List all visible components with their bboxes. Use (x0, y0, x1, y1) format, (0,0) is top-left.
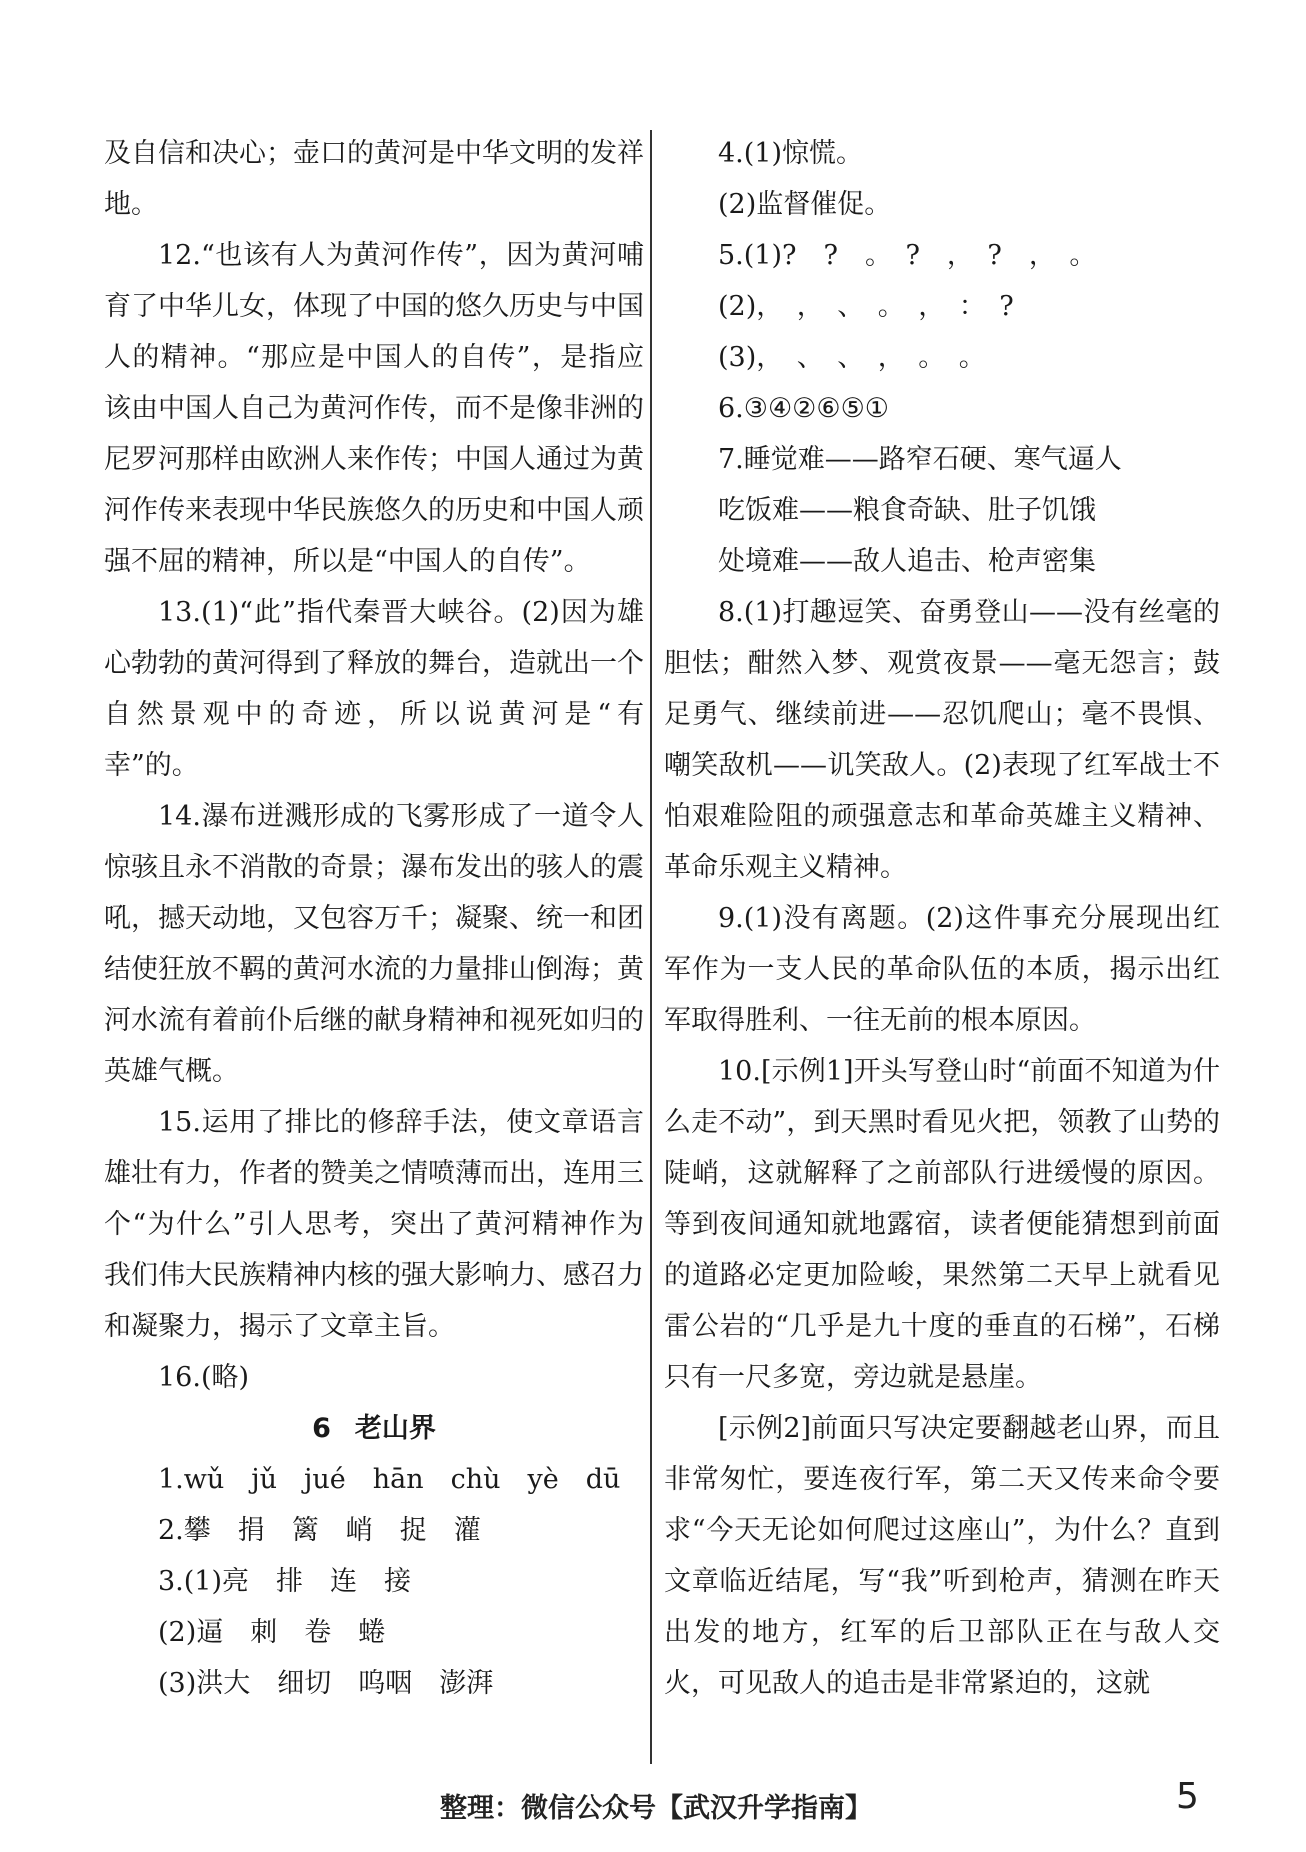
paragraph: 5.(1)? ? 。 ? ， ? ， 。 (718, 240, 1097, 271)
paragraph: (3)洪大 细切 呜咽 澎湃 (158, 1668, 494, 1699)
paragraph: 6.③④②⑥⑤① (718, 393, 889, 424)
paragraph: [示例2]前面只写决定要翻越老山界，而且非常匆忙，要连夜行军，第二天又传来命令要求“今天无论如何爬过这座山”，为什么？直到文章临近结尾，写“我”听到枪声，猜测在昨天出发的地方，红军的后卫部队正在与敌人交火，可见敌人的追击是非常紧迫的，这就 (664, 1413, 1220, 1699)
paragraph: 7.睡觉难——路窄石硬、寒气逼人 (718, 444, 1122, 475)
section-title: 老山界 (354, 1413, 436, 1444)
left-column (104, 128, 644, 1709)
paragraph: 9.(1)没有离题。(2)这件事充分展现出红军作为一支人民的革命队伍的本质，揭示出红军取得胜利、一往无前的根本原因。 (664, 903, 1220, 1036)
footer-text: 整理：微信公众号【武汉升学指南】 (440, 1793, 872, 1824)
paragraph: (2)， ， 、 。 ， ： ? (718, 291, 1014, 322)
section-heading (104, 1403, 644, 1454)
paragraph: 12.“也该有人为黄河作传”，因为黄河哺育了中华儿女，体现了中国的悠久历史与中国人的精神。“那应是中国人的自传”，是指应该由中国人自己为黄河作传，而不是像非洲的尼罗河那样由欧洲人来作传；中国人通过为黄河作传来表现中华民族悠久的历史和中国人顽强不屈的精神，所以是“中国人的自传”。 (104, 240, 644, 577)
page-number: 5 (1176, 1776, 1199, 1817)
paragraph: 吃饭难——粮食奇缺、肚子饥饿 (718, 495, 1096, 526)
paragraph: 3.(1)亮 排 连 接 (158, 1566, 412, 1597)
section-number: 6 (312, 1413, 331, 1444)
paragraph: 1.wǔ jǔ jué hān chù yè dū (158, 1464, 621, 1495)
paragraph: 2.攀 捐 篱 峭 捉 灌 (158, 1515, 481, 1546)
paragraph: 处境难——敌人追击、枪声密集 (718, 546, 1096, 577)
right-column (664, 128, 1220, 1709)
paragraph: 13.(1)“此”指代秦晋大峡谷。(2)因为雄心勃勃的黄河得到了释放的舞台，造就出一个自然景观中的奇迹，所以说黄河是“有幸”的。 (104, 597, 644, 781)
paragraph: 及自信和决心；壶口的黄河是中华文明的发祥地。 (104, 138, 644, 220)
paragraph: 16.(略) (158, 1362, 250, 1393)
paragraph: 8.(1)打趣逗笑、奋勇登山——没有丝毫的胆怯；酣然入梦、观赏夜景——毫无怨言；鼓足勇气、继续前进——忍饥爬山；毫不畏惧、嘲笑敌机——讥笑敌人。(2)表现了红军战士不怕艰难险阻的顽强意志和革命英雄主义精神、革命乐观主义精神。 (664, 597, 1220, 883)
paragraph: 10.[示例1]开头写登山时“前面不知道为什么走不动”，到天黑时看见火把，领教了山势的陡峭，这就解释了之前部队行进缓慢的原因。等到夜间通知就地露宿，读者便能猜想到前面的道路必定更加险峻，果然第二天早上就看见雷公岩的“几乎是九十度的垂直的石梯”，石梯只有一尺多宽，旁边就是悬崖。 (664, 1056, 1220, 1393)
paragraph: (2)逼 刺 卷 蜷 (158, 1617, 386, 1648)
paragraph: (3)， 、 、 ， 。 。 (718, 342, 986, 373)
paragraph: 14.瀑布迸溅形成的飞雾形成了一道令人惊骇且永不消散的奇景；瀑布发出的骇人的震吼，撼天动地，又包容万千；凝聚、统一和团结使狂放不羁的黄河水流的力量排山倒海；黄河水流有着前仆后继的献身精神和视死如归的英雄气概。 (104, 801, 644, 1087)
paragraph: (2)监督催促。 (718, 189, 892, 220)
paragraph: 15.运用了排比的修辞手法，使文章语言雄壮有力，作者的赞美之情喷薄而出，连用三个“为什么”引人思考，突出了黄河精神作为我们伟大民族精神内核的强大影响力、感召力和凝聚力，揭示了文章主旨。 (104, 1107, 644, 1342)
column-divider (650, 130, 652, 1764)
paragraph: 4.(1)惊慌。 (718, 138, 864, 169)
